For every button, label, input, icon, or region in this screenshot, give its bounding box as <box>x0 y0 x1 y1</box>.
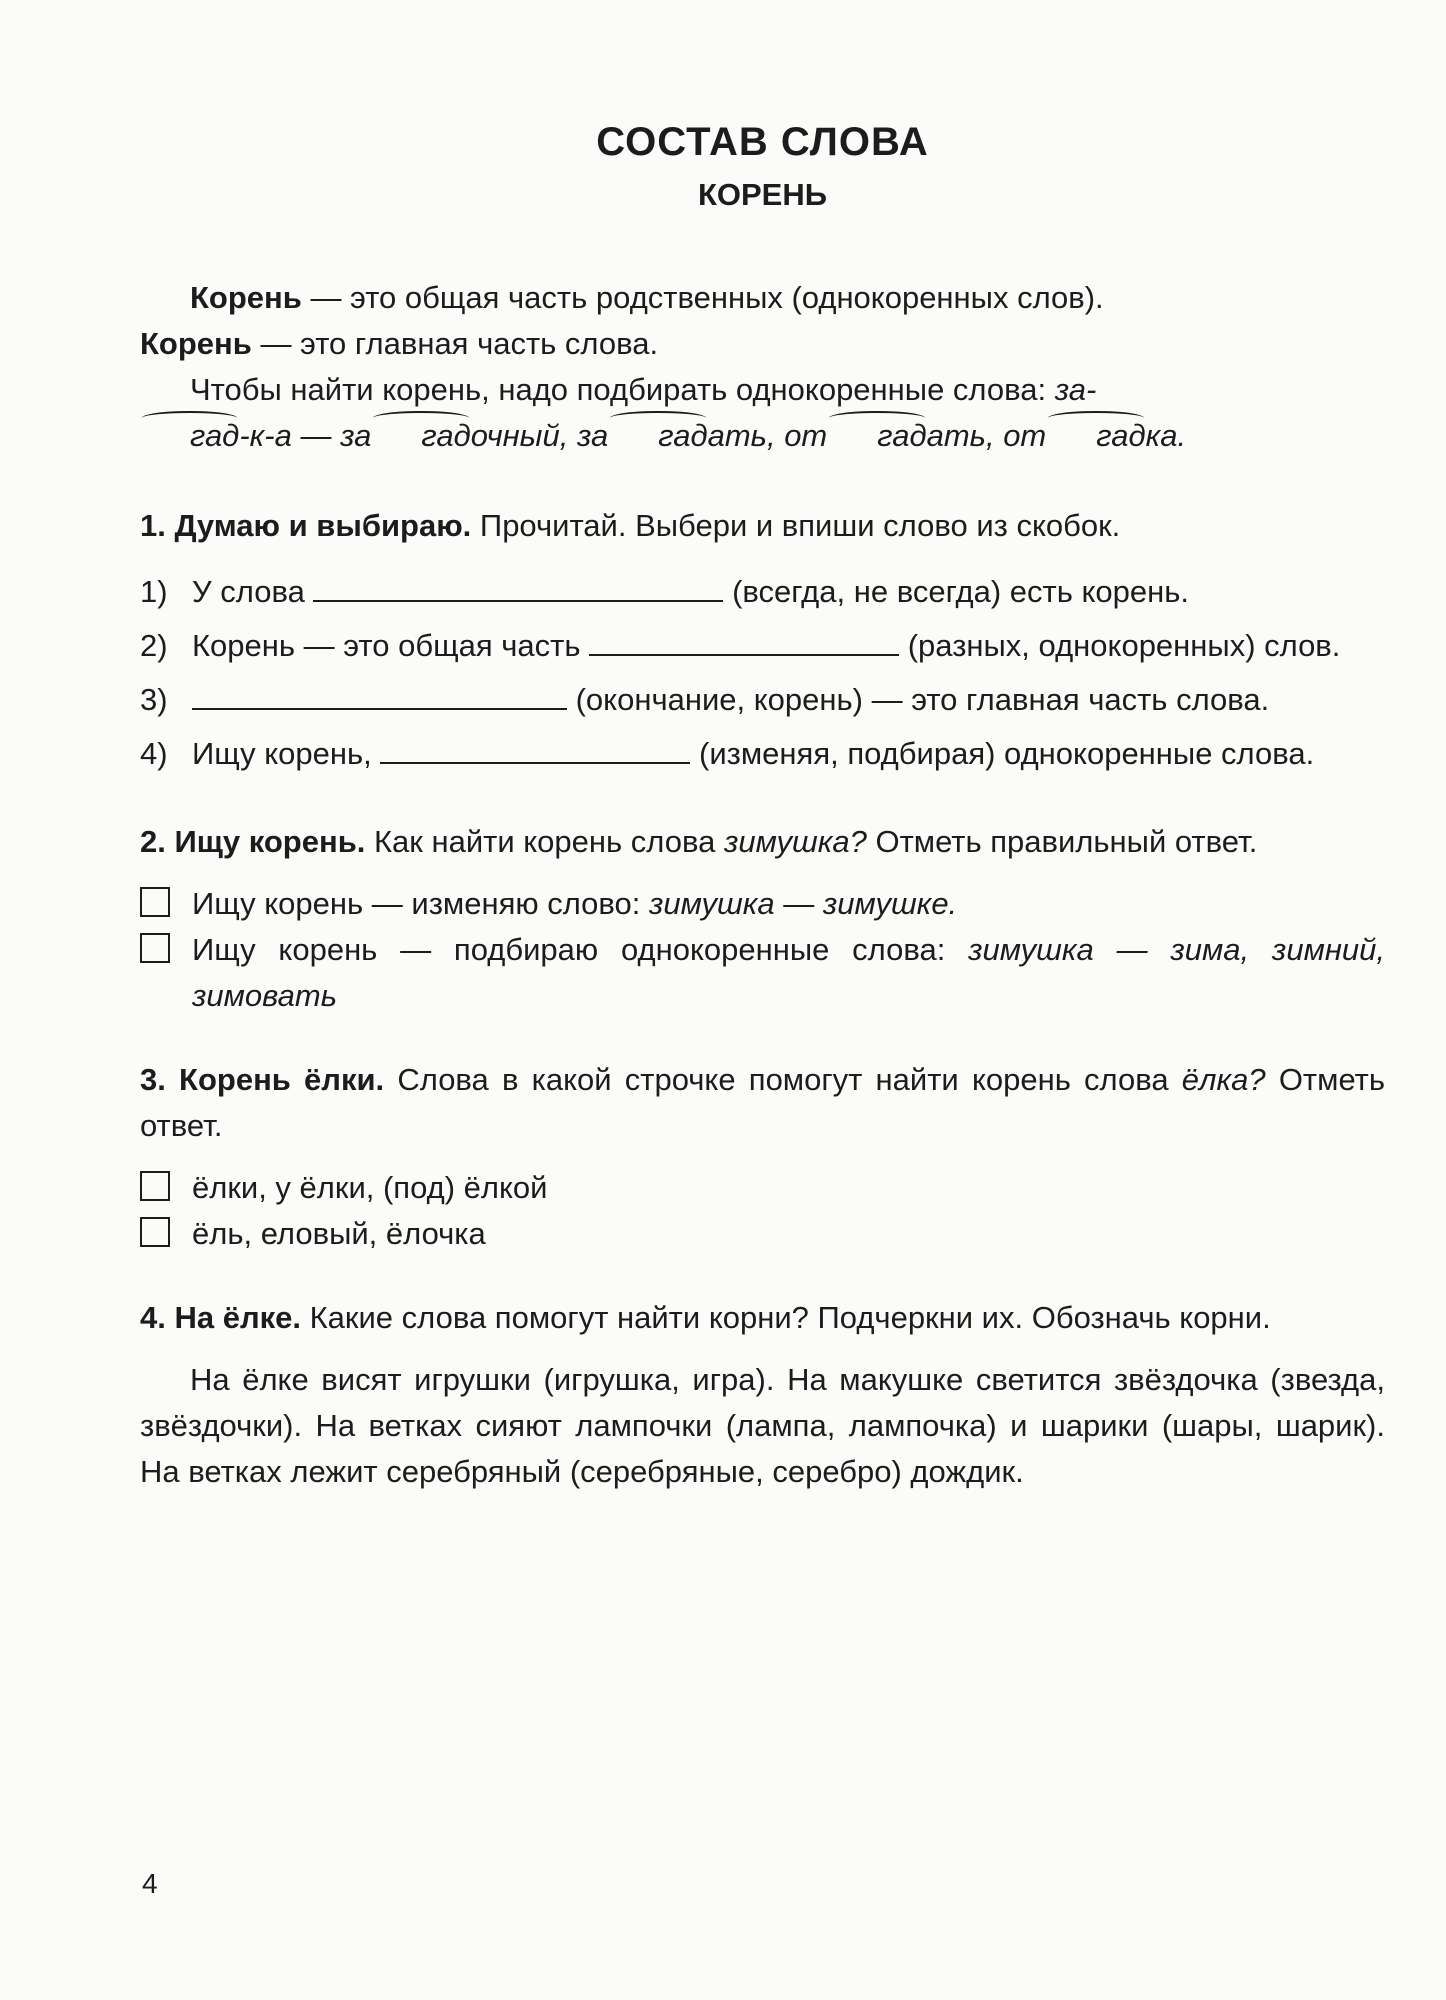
item-number: 3) <box>140 682 168 717</box>
item-number: 4) <box>140 736 168 771</box>
answer-option <box>140 1211 1385 1257</box>
exercise-3-text: Слова в какой строчке помогут найти корень слова <box>384 1062 1182 1097</box>
exercise-1-item <box>140 619 1385 673</box>
page-number: 4 <box>142 1868 158 1899</box>
rule-text-2: — это главная часть слова. <box>251 326 659 361</box>
answer-blank[interactable] <box>313 570 723 602</box>
rule-text-1: — это общая часть родственных (однокоренных слов). <box>301 280 1104 315</box>
exercise-3 <box>140 1057 1385 1257</box>
answer-option <box>140 1165 1385 1211</box>
example-prefix: от <box>1003 418 1047 453</box>
exercise-1-item <box>140 673 1385 727</box>
example-prefix: за <box>340 418 372 453</box>
example-suffix: ать, <box>926 418 1004 453</box>
exercise-4-instruction <box>140 1295 1385 1341</box>
rule-text-3: Чтобы найти корень, надо подбирать однокоренные слова: <box>190 372 1055 407</box>
option-text: Ищу корень — изменяю слово: <box>192 886 649 921</box>
root-mark: гад <box>827 413 926 459</box>
root-mark: гад <box>140 413 239 459</box>
exercise-4-passage: На ёлке висят игрушки (игрушка, игра). На макушке светится звёздочка (звезда, звёздочки). На ветках сияют лампочки (лампа, лампочка) и шарики (шары, шарик). На ветках лежит серебряный (серебряные, серебро) дождик. <box>140 1362 1385 1489</box>
answer-blank[interactable] <box>380 732 690 764</box>
rule-term-2: Корень <box>140 326 252 361</box>
exercise-2-text-2: Отметь правильный ответ. <box>866 824 1258 859</box>
root-mark: гад <box>371 413 470 459</box>
option-text: ёль, еловый, ёлочка <box>192 1216 486 1251</box>
exercise-1-item <box>140 727 1385 781</box>
exercise-4 <box>140 1295 1385 1495</box>
example-suffix: ка. <box>1145 418 1187 453</box>
rule-block <box>140 275 1385 459</box>
item-text: Корень — это общая часть <box>192 628 590 663</box>
exercise-4-heading: 4. На ёлке. <box>140 1300 302 1335</box>
item-text: У слова <box>192 574 314 609</box>
item-options: (разных, однокоренных) слов. <box>899 628 1341 663</box>
worksheet-page <box>140 120 1385 1495</box>
answer-checkbox[interactable] <box>140 887 170 917</box>
example-start: за- <box>1054 372 1097 407</box>
example-part: -к-а — <box>239 418 341 453</box>
item-options: (всегда, не всегда) есть корень. <box>723 574 1189 609</box>
answer-checkbox[interactable] <box>140 933 170 963</box>
rule-paragraph-3 <box>140 367 1385 459</box>
exercise-3-instruction <box>140 1057 1385 1149</box>
rule-paragraph-2 <box>140 321 1385 367</box>
option-example: зимушка — зимушке. <box>649 886 958 921</box>
example-prefix: за <box>576 418 609 453</box>
exercise-1-item <box>140 565 1385 619</box>
exercise-4-text: Какие слова помогут найти корни? Подчеркни их. Обозначь корни. <box>301 1300 1271 1335</box>
rule-term-1: Корень <box>190 280 302 315</box>
answer-blank[interactable] <box>192 678 567 710</box>
item-options: (окончание, корень) — это главная часть слова. <box>567 682 1270 717</box>
page-subtitle: КОРЕНЬ <box>697 177 828 212</box>
root-mark: гад <box>608 413 707 459</box>
option-text: Ищу корень — подбираю однокоренные слова: <box>192 932 969 967</box>
exercise-1-heading: 1. Думаю и выбираю. <box>140 508 472 543</box>
answer-option <box>140 927 1385 1019</box>
option-example: зимушка — зима, зимний, зимовать <box>192 932 1385 1013</box>
item-text: Ищу корень, <box>192 736 381 771</box>
exercise-1 <box>140 503 1385 781</box>
item-options: (изменяя, подбирая) однокоренные слова. <box>690 736 1315 771</box>
exercise-3-word: ёлка? <box>1181 1062 1266 1097</box>
page-title: СОСТАВ СЛОВА <box>596 120 929 164</box>
exercise-3-heading: 3. Корень ёлки. <box>140 1062 385 1097</box>
exercise-2-instruction <box>140 819 1385 865</box>
exercise-2-text: Как найти корень слова <box>365 824 724 859</box>
rule-paragraph-1 <box>140 275 1385 321</box>
exercise-2-heading: 2. Ищу корень. <box>140 824 366 859</box>
answer-option <box>140 881 1385 927</box>
exercise-1-instruction <box>140 503 1385 549</box>
example-suffix: ать, <box>707 418 785 453</box>
exercise-1-text: Прочитай. Выбери и впиши слово из скобок. <box>471 508 1121 543</box>
exercise-3-text-2: Отметь ответ. <box>140 1062 1386 1143</box>
exercise-2-word: зимушка? <box>723 824 867 859</box>
root-mark: гад <box>1046 413 1145 459</box>
answer-blank[interactable] <box>589 624 899 656</box>
item-number: 1) <box>140 574 168 609</box>
example-suffix: очный, <box>470 418 577 453</box>
answer-checkbox[interactable] <box>140 1217 170 1247</box>
item-number: 2) <box>140 628 168 663</box>
answer-checkbox[interactable] <box>140 1171 170 1201</box>
exercise-2 <box>140 819 1385 1019</box>
option-text: ёлки, у ёлки, (под) ёлкой <box>192 1170 548 1205</box>
example-prefix: от <box>784 418 828 453</box>
